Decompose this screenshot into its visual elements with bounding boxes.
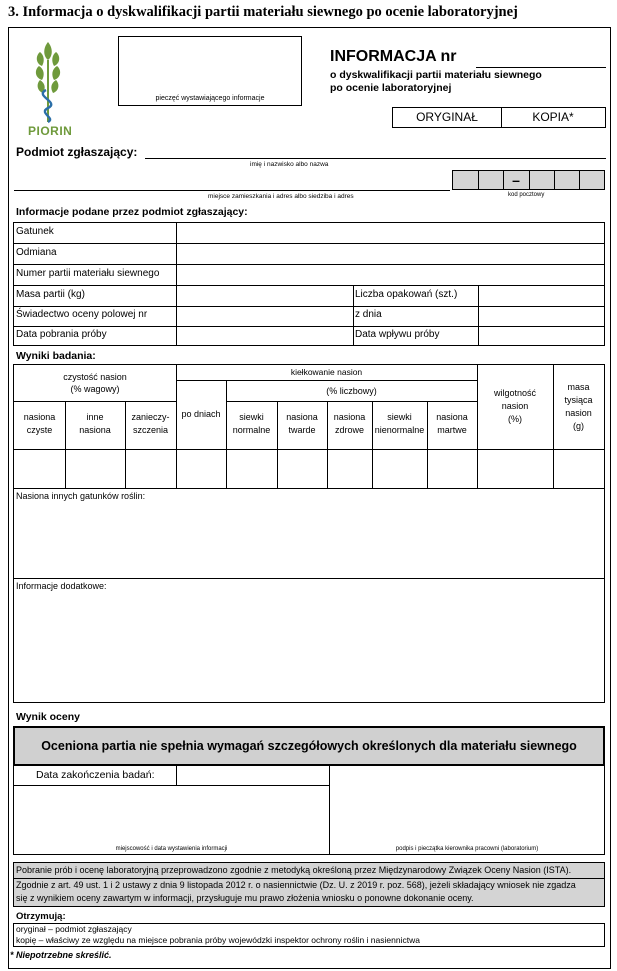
results-table — [13, 364, 605, 703]
ista-note-box — [13, 862, 605, 879]
assessment-details — [13, 766, 605, 855]
postal-code-caption: kod pocztowy — [508, 192, 545, 198]
place-date-caption: miejscowość i data wystawienia informacji — [115, 846, 228, 852]
field-numer-partii[interactable] — [177, 265, 604, 285]
footnote: * Niepotrzebne skreślić. — [10, 950, 112, 960]
field-gatunek[interactable] — [177, 223, 604, 243]
page-title: 3. Informacja o dyskwalifikacji partii materiału siewnego po ocenie laboratoryjnej — [8, 4, 518, 20]
label-data-wplywu: Data wpływu próby — [355, 329, 440, 340]
provided-info-table — [13, 222, 605, 346]
assessment-heading: Wynik oceny — [16, 711, 80, 723]
info-title: INFORMACJA nr — [330, 48, 457, 65]
legal-note-line-1: Zgodnie z art. 49 ust. 1 i 2 ustawy z dnia 9 listopada 2012 r. o nasiennictwie (Dz. U. z 2019 r. poz. 568), jeżeli składający wniosek nie zgadza — [16, 880, 576, 890]
col-hard-seeds: nasiona twarde — [286, 412, 318, 435]
original-copy-box — [392, 107, 606, 128]
col-abnormal-seedlings: siewki nienormalne — [374, 412, 425, 435]
label-z-dnia: z dnia — [355, 309, 382, 320]
applicant-address-caption: miejsce zamieszkania i adres albo siedziba i adres — [208, 193, 354, 200]
original-option[interactable]: ORYGINAŁ — [393, 108, 502, 127]
field-liczba-opakowan[interactable] — [479, 286, 604, 306]
copy-option[interactable]: KOPIA* — [532, 110, 574, 124]
legal-note-box — [13, 879, 605, 907]
field-swiadectwo[interactable] — [177, 307, 353, 326]
signature-caption: podpis i pieczątka kierownika pracowni (laboratorium) — [395, 846, 539, 852]
additional-info-field[interactable] — [14, 593, 604, 702]
col-pure-seeds: nasiona czyste — [23, 412, 56, 435]
provided-info-heading: Informacje podane przez podmiot zgłaszający: — [16, 206, 248, 218]
germination-header: kiełkowanie nasion — [290, 367, 363, 377]
stamp-caption: pieczęć wystawiającego informacje — [155, 95, 265, 102]
label-liczba-opakowan: Liczba opakowań (szt.) — [355, 289, 458, 300]
end-date-label: Data zakończenia badań: — [36, 769, 155, 781]
recipients-label: Otrzymują: — [16, 911, 66, 922]
field-masa-partii[interactable] — [177, 286, 353, 306]
col-impurities: zanieczy- szczenia — [131, 412, 170, 435]
field-z-dnia[interactable] — [479, 307, 604, 326]
field-data-pobrania[interactable] — [177, 327, 353, 345]
ista-note: Pobranie prób i ocenę laboratoryjną przeprowadzono zgodnie z metodyką określoną przez Międzynarodowy Związek Oceny Nasion (ISTA). — [16, 865, 572, 875]
results-value-row[interactable] — [14, 450, 604, 488]
col-healthy-seeds: nasiona zdrowe — [333, 412, 366, 435]
end-date-field[interactable] — [177, 766, 329, 785]
results-heading: Wyniki badania: — [16, 350, 96, 362]
label-odmiana: Odmiana — [16, 247, 57, 258]
verdict-box — [13, 726, 605, 766]
col-dead-seeds: nasiona martwe — [436, 412, 468, 435]
postal-code-field[interactable] — [452, 170, 605, 190]
other-species-field[interactable] — [14, 502, 604, 578]
piorin-logo — [20, 38, 76, 138]
field-data-wplywu[interactable] — [479, 327, 604, 345]
applicant-label: Podmiot zgłaszający: — [16, 145, 138, 159]
place-date-field[interactable] — [14, 786, 329, 844]
stamp-box — [118, 36, 302, 106]
info-subtitle-1: o dyskwalifikacji partii materiału siewnego — [330, 69, 542, 81]
info-subtitle-2: po ocenie laboratoryjnej — [330, 82, 452, 94]
col-moisture: wilgotność nasion (%) — [493, 388, 537, 424]
label-numer-partii: Numer partii materiału siewnego — [16, 268, 160, 279]
label-swiadectwo: Świadectwo oceny polowej nr — [16, 309, 148, 320]
recipient-original: oryginał – podmiot zgłaszający — [16, 924, 132, 934]
field-odmiana[interactable] — [177, 244, 604, 264]
recipients-box — [13, 923, 605, 947]
postal-dash: – — [512, 172, 520, 188]
signature-field[interactable] — [330, 766, 604, 844]
col-after-days: po dniach — [181, 409, 221, 419]
col-other-seeds: inne nasiona — [79, 412, 111, 435]
info-number-line — [476, 67, 606, 68]
wheat-icon — [20, 38, 76, 124]
col-normal-seedlings: siewki normalne — [232, 412, 271, 435]
label-masa-partii: Masa partii (kg) — [16, 289, 85, 300]
label-gatunek: Gatunek — [16, 226, 54, 237]
label-data-pobrania: Data pobrania próby — [16, 329, 107, 340]
logo-text: PIORIN — [28, 124, 73, 138]
applicant-name-line[interactable] — [145, 158, 606, 159]
additional-info-label: Informacje dodatkowe: — [16, 581, 107, 591]
recipient-copy: kopię – właściwy ze względu na miejsce pobrania próby wojewódzki inspektor ochrony roślin i nasiennictwa — [16, 935, 420, 945]
verdict-text: Oceniona partia nie spełnia wymagań szczegółowych określonych dla materiału siewnego — [41, 739, 577, 753]
col-thousand-seed-weight: masa tysiąca nasion (g) — [564, 382, 593, 431]
other-species-label: Nasiona innych gatunków roślin: — [16, 491, 146, 501]
legal-note-line-2: się z wynikiem oceny zawartym w informacji, przysługuje mu prawo złożenia wniosku o ponowne dokonanie oceny. — [16, 893, 474, 903]
applicant-address-line[interactable] — [14, 190, 450, 191]
purity-header: czystość nasion (% wagowy) — [63, 372, 127, 394]
applicant-name-caption: imię i nazwisko albo nazwa — [250, 161, 329, 168]
germination-unit: (% liczbowy) — [326, 386, 377, 396]
